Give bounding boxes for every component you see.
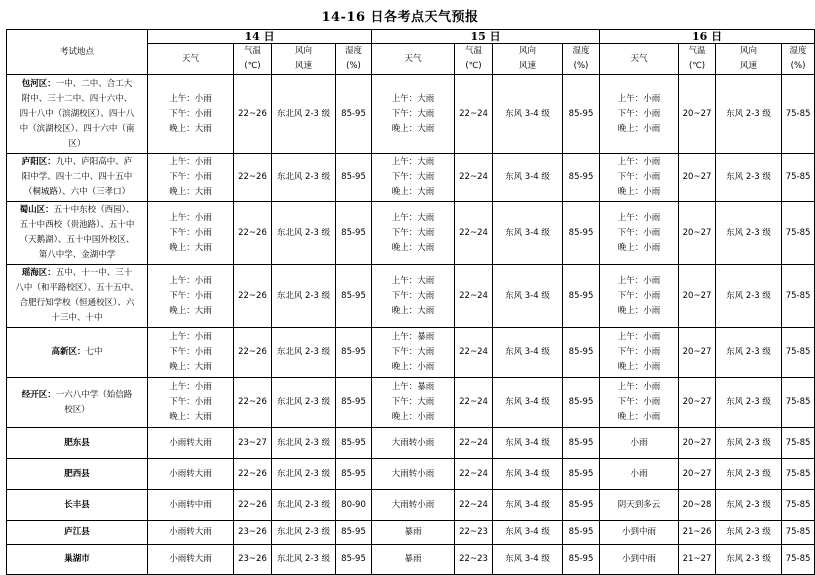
humidity-cell: 85-95	[563, 490, 600, 521]
weather-period: 晚上：小雨	[617, 362, 661, 372]
humidity-cell: 85-95	[336, 202, 372, 265]
location-cell	[7, 202, 148, 265]
table-row	[7, 459, 815, 490]
weather-period: 下午：小雨	[169, 227, 212, 238]
humidity-cell: 75-85	[782, 378, 815, 428]
wind-cell: 东北风 2-3 级	[272, 75, 336, 154]
weather-period: 晚上：小雨	[391, 362, 435, 372]
district-name: 瑶海区：	[21, 268, 56, 278]
school-list-line: 五十中东校（西园）、	[53, 205, 135, 215]
weather-cell	[372, 202, 455, 265]
weather-period: 上午：大雨	[391, 275, 435, 286]
weather-period: 晚上：小雨	[617, 123, 661, 134]
school-list-line: 五中、十一中、三十	[55, 268, 133, 278]
temperature-cell: 21~27	[679, 545, 716, 575]
weather-period: 下午：小雨	[617, 397, 661, 407]
temperature-cell: 22~24	[455, 75, 493, 154]
county-name-cell: 庐江县	[7, 521, 148, 545]
weather-cell: 暴雨	[372, 545, 455, 575]
table-row	[7, 545, 815, 575]
weather-cell	[600, 202, 679, 265]
weather-period: 下午：大雨	[391, 397, 435, 407]
humidity-cell: 85-95	[563, 378, 600, 428]
weather-cell	[148, 265, 234, 328]
temperature-cell: 20~28	[679, 490, 716, 521]
weather-period: 下午：小雨	[617, 290, 661, 301]
wind-cell: 东风 3-4 级	[493, 328, 563, 378]
humidity-cell: 85-95	[563, 459, 600, 490]
county-name-cell: 长丰县	[7, 490, 148, 521]
weather-period: 上午：大雨	[391, 157, 435, 167]
humidity-cell: 85-95	[336, 75, 372, 154]
table-row	[7, 428, 815, 459]
weather-period: 晚上：小雨	[617, 187, 661, 197]
weather-cell	[372, 75, 455, 154]
wind-cell: 东风 3-4 级	[493, 265, 563, 328]
weather-period: 下午：大雨	[391, 290, 435, 301]
wind-cell: 东风 3-4 级	[493, 459, 563, 490]
wind-cell: 东风 2-3 级	[716, 154, 782, 202]
temp-col-header: 气温 (℃)	[234, 44, 272, 75]
temperature-cell: 22~24	[455, 490, 493, 521]
weather-period: 下午：大雨	[391, 108, 435, 119]
district-name: 高新区：	[51, 347, 86, 357]
temperature-cell: 22~24	[455, 202, 493, 265]
temp-col-header: 气温 (℃)	[679, 44, 716, 75]
wind-cell: 东风 3-4 级	[493, 75, 563, 154]
weather-period: 晚上：大雨	[391, 242, 435, 253]
school-list-line: 阳中学、四十二中、四十五中	[21, 172, 133, 182]
school-list-line: 五十中西校（贵池路）、五十中	[19, 220, 135, 230]
district-name: 蜀山区：	[19, 205, 54, 215]
weather-col-header: 天气	[600, 44, 679, 75]
weather-cell: 小雨转大雨	[148, 545, 234, 575]
weather-col-header: 天气	[372, 44, 455, 75]
wind-cell: 东风 2-3 级	[716, 328, 782, 378]
weather-period: 晚上：小雨	[617, 412, 661, 422]
weather-period: 上午：小雨	[617, 382, 661, 392]
school-list-line: 七中	[85, 347, 103, 357]
weather-period: 上午：小雨	[617, 93, 661, 104]
weather-period: 上午：大雨	[391, 212, 435, 223]
temperature-cell: 22~26	[234, 265, 272, 328]
weather-period: 晚上：大雨	[169, 362, 212, 372]
humidity-cell: 75-85	[782, 328, 815, 378]
weather-cell: 大雨转小雨	[372, 459, 455, 490]
temperature-cell: 20~27	[679, 428, 716, 459]
weather-cell	[372, 154, 455, 202]
humidity-col-header: 湿度 (%)	[782, 44, 815, 75]
weather-period: 上午：小雨	[617, 275, 661, 286]
weather-period: 下午：小雨	[617, 172, 661, 182]
temperature-cell: 22~24	[455, 459, 493, 490]
temperature-cell: 22~23	[455, 521, 493, 545]
temperature-cell: 22~24	[455, 328, 493, 378]
weather-period: 晚上：大雨	[169, 305, 212, 316]
weather-cell: 阴天到多云	[600, 490, 679, 521]
weather-period: 晚上：大雨	[169, 123, 212, 134]
temperature-cell: 22~26	[234, 490, 272, 521]
weather-cell: 小到中雨	[600, 545, 679, 575]
wind-cell: 东北风 2-3 级	[272, 459, 336, 490]
day-header-16: 16 日	[600, 30, 815, 44]
temperature-cell: 22~23	[455, 545, 493, 575]
wind-cell: 东风 3-4 级	[493, 154, 563, 202]
weather-period: 上午：小雨	[617, 157, 661, 167]
wind-cell: 东北风 2-3 级	[272, 545, 336, 575]
humidity-cell: 85-95	[336, 428, 372, 459]
weather-period: 下午：小雨	[169, 347, 212, 357]
table-row	[7, 75, 815, 154]
wind-cell: 东风 3-4 级	[493, 202, 563, 265]
wind-cell: 东风 2-3 级	[716, 459, 782, 490]
weather-period: 下午：大雨	[391, 172, 435, 182]
wind-cell: 东北风 2-3 级	[272, 490, 336, 521]
temperature-cell: 20~27	[679, 202, 716, 265]
weather-period: 晚上：大雨	[169, 242, 212, 253]
weather-period: 下午：小雨	[169, 290, 212, 301]
location-cell	[7, 75, 148, 154]
temperature-cell: 23~27	[234, 428, 272, 459]
school-list-line: 区）	[68, 138, 86, 149]
temperature-cell: 22~26	[234, 378, 272, 428]
weather-col-header: 天气	[148, 44, 234, 75]
temperature-cell: 20~27	[679, 265, 716, 328]
temperature-cell: 20~27	[679, 459, 716, 490]
weather-period: 上午：小雨	[169, 93, 212, 104]
school-list-line: 一中、二中、合工大	[55, 78, 133, 89]
table-row	[7, 521, 815, 545]
humidity-cell: 85-95	[336, 378, 372, 428]
school-list-line: 十三中、十中	[51, 313, 103, 323]
wind-cell: 东风 3-4 级	[493, 521, 563, 545]
wind-cell: 东北风 2-3 级	[272, 202, 336, 265]
humidity-cell: 85-95	[336, 328, 372, 378]
wind-cell: 东北风 2-3 级	[272, 378, 336, 428]
weather-cell: 小雨	[600, 428, 679, 459]
weather-period: 上午：小雨	[617, 332, 661, 342]
weather-period: 上午：大雨	[391, 93, 435, 104]
temperature-cell: 22~24	[455, 265, 493, 328]
weather-period: 下午：大雨	[391, 227, 435, 238]
humidity-col-header: 湿度 (%)	[336, 44, 372, 75]
school-list-line: 九中、庐阳高中、庐	[55, 157, 133, 167]
wind-col-header: 风向 风速	[493, 44, 563, 75]
weather-period: 晚上：小雨	[391, 412, 435, 422]
weather-cell	[600, 378, 679, 428]
humidity-cell: 75-85	[782, 154, 815, 202]
weather-cell	[600, 75, 679, 154]
wind-cell: 东风 3-4 级	[493, 428, 563, 459]
humidity-cell: 80-90	[336, 490, 372, 521]
school-list-line: 一六八中学（始信路	[55, 389, 133, 400]
humidity-cell: 75-85	[782, 545, 815, 575]
humidity-cell: 85-95	[563, 265, 600, 328]
humidity-cell: 75-85	[782, 265, 815, 328]
humidity-cell: 75-85	[782, 202, 815, 265]
wind-cell: 东风 2-3 级	[716, 428, 782, 459]
temperature-cell: 22~26	[234, 202, 272, 265]
weather-period: 上午：暴雨	[391, 382, 435, 392]
weather-cell	[148, 328, 234, 378]
weather-period: 下午：小雨	[617, 227, 661, 238]
weather-period: 上午：小雨	[169, 157, 212, 167]
humidity-cell: 85-95	[563, 521, 600, 545]
school-list-line: （天鹅湖）、五十中国外校区、	[19, 235, 135, 245]
wind-cell: 东风 3-4 级	[493, 545, 563, 575]
temperature-cell: 23~26	[234, 521, 272, 545]
location-cell	[7, 328, 148, 378]
table-row	[7, 154, 815, 202]
table-row	[7, 328, 815, 378]
humidity-cell: 85-95	[563, 328, 600, 378]
weather-cell	[148, 202, 234, 265]
weather-cell: 暴雨	[372, 521, 455, 545]
temperature-cell: 22~26	[234, 154, 272, 202]
wind-cell: 东风 2-3 级	[716, 490, 782, 521]
school-list-line: 校区）	[64, 404, 90, 415]
temperature-cell: 22~26	[234, 328, 272, 378]
wind-cell: 东风 2-3 级	[716, 265, 782, 328]
weather-cell	[148, 154, 234, 202]
table-row	[7, 490, 815, 521]
wind-cell: 东风 2-3 级	[716, 545, 782, 575]
weather-period: 晚上：小雨	[617, 305, 661, 316]
school-list-line: 八中（和平路校区）、五十五中、	[15, 283, 139, 293]
weather-period: 下午：小雨	[617, 108, 661, 119]
weather-period: 上午：暴雨	[391, 332, 435, 342]
weather-period: 晚上：大雨	[169, 412, 212, 422]
weather-period: 晚上：大雨	[169, 187, 212, 197]
weather-period: 下午：小雨	[169, 397, 212, 407]
district-name: 庐阳区：	[21, 157, 56, 167]
weather-cell: 小到中雨	[600, 521, 679, 545]
wind-cell: 东风 2-3 级	[716, 521, 782, 545]
county-name-cell: 肥西县	[7, 459, 148, 490]
school-list-line: 第八中学、金湖中学	[38, 250, 116, 260]
wind-col-header: 风向 风速	[272, 44, 336, 75]
weather-cell	[600, 154, 679, 202]
humidity-cell: 75-85	[782, 459, 815, 490]
location-cell	[7, 154, 148, 202]
temperature-cell: 22~24	[455, 428, 493, 459]
wind-cell: 东北风 2-3 级	[272, 265, 336, 328]
humidity-cell: 85-95	[563, 202, 600, 265]
humidity-cell: 85-95	[563, 545, 600, 575]
weather-cell	[372, 265, 455, 328]
wind-cell: 东北风 2-3 级	[272, 521, 336, 545]
temperature-cell: 22~26	[234, 459, 272, 490]
weather-cell	[148, 378, 234, 428]
temperature-cell: 20~27	[679, 154, 716, 202]
humidity-col-header: 湿度 (%)	[563, 44, 600, 75]
page-title: 14-16 日各考点天气预报	[321, 10, 479, 25]
weather-cell: 小雨转大雨	[148, 459, 234, 490]
wind-cell: 东风 2-3 级	[716, 75, 782, 154]
county-name-cell: 巢湖市	[7, 545, 148, 575]
weather-period: 晚上：小雨	[617, 242, 661, 253]
weather-period: 上午：小雨	[169, 332, 212, 342]
weather-period: 上午：小雨	[169, 212, 212, 223]
weather-period: 上午：小雨	[169, 382, 212, 392]
district-name: 包河区：	[21, 78, 56, 89]
weather-cell: 大雨转小雨	[372, 490, 455, 521]
weather-cell: 小雨转中雨	[148, 490, 234, 521]
weather-period: 下午：大雨	[391, 347, 435, 357]
wind-cell: 东风 3-4 级	[493, 378, 563, 428]
weather-cell	[372, 378, 455, 428]
school-list-line: 附中、三十二中、四十六中、	[21, 93, 133, 104]
weather-cell: 小雨转大雨	[148, 428, 234, 459]
location-cell	[7, 265, 148, 328]
weather-period: 下午：小雨	[169, 108, 212, 119]
weather-cell: 大雨转小雨	[372, 428, 455, 459]
weather-period: 上午：小雨	[169, 275, 212, 286]
humidity-cell: 75-85	[782, 75, 815, 154]
weather-cell	[600, 328, 679, 378]
location-cell	[7, 378, 148, 428]
wind-col-header: 风向 风速	[716, 44, 782, 75]
weather-cell	[148, 75, 234, 154]
temperature-cell: 22~24	[455, 154, 493, 202]
wind-cell: 东北风 2-3 级	[272, 428, 336, 459]
humidity-cell: 85-95	[336, 521, 372, 545]
humidity-cell: 85-95	[563, 428, 600, 459]
wind-cell: 东风 3-4 级	[493, 490, 563, 521]
table-row	[7, 202, 815, 265]
school-list-line: 四十八中（滨湖校区）、四十八	[19, 108, 135, 119]
temperature-cell: 21~26	[679, 521, 716, 545]
weather-cell	[372, 328, 455, 378]
table-row	[7, 378, 815, 428]
weather-period: 晚上：大雨	[391, 187, 435, 197]
day-header-14: 14 日	[148, 30, 372, 44]
temperature-cell: 22~26	[234, 75, 272, 154]
forecast-table	[6, 29, 815, 575]
temp-col-header: 气温 (℃)	[455, 44, 493, 75]
day-header-15: 15 日	[372, 30, 600, 44]
table-row	[7, 265, 815, 328]
school-list-line: 中（滨湖校区）、四十六中（南	[19, 123, 135, 134]
weather-cell: 小雨转大雨	[148, 521, 234, 545]
district-name: 经开区：	[21, 389, 56, 400]
wind-cell: 东北风 2-3 级	[272, 154, 336, 202]
temperature-cell: 20~27	[679, 75, 716, 154]
weather-period: 上午：小雨	[617, 212, 661, 223]
humidity-cell: 75-85	[782, 521, 815, 545]
weather-cell	[600, 265, 679, 328]
weather-period: 晚上：大雨	[391, 305, 435, 316]
county-name-cell: 肥东县	[7, 428, 148, 459]
temperature-cell: 22~24	[455, 378, 493, 428]
temperature-cell: 20~27	[679, 328, 716, 378]
humidity-cell: 85-95	[336, 545, 372, 575]
weather-period: 下午：小雨	[617, 347, 661, 357]
wind-cell: 东风 2-3 级	[716, 378, 782, 428]
school-list-line: 合肥行知学校（恒通校区）、六	[19, 298, 135, 308]
weather-period: 下午：小雨	[169, 172, 212, 182]
wind-cell: 东北风 2-3 级	[272, 328, 336, 378]
humidity-cell: 85-95	[563, 154, 600, 202]
location-header: 考试地点	[7, 30, 148, 75]
weather-period: 晚上：大雨	[391, 123, 435, 134]
school-list-line: （桐城路）、六中（三孝口）	[23, 187, 131, 197]
humidity-cell: 75-85	[782, 490, 815, 521]
temperature-cell: 20~27	[679, 378, 716, 428]
temperature-cell: 23~26	[234, 545, 272, 575]
humidity-cell: 75-85	[782, 428, 815, 459]
humidity-cell: 85-95	[336, 265, 372, 328]
humidity-cell: 85-95	[336, 154, 372, 202]
weather-cell: 小雨	[600, 459, 679, 490]
wind-cell: 东风 2-3 级	[716, 202, 782, 265]
humidity-cell: 85-95	[563, 75, 600, 154]
humidity-cell: 85-95	[336, 459, 372, 490]
